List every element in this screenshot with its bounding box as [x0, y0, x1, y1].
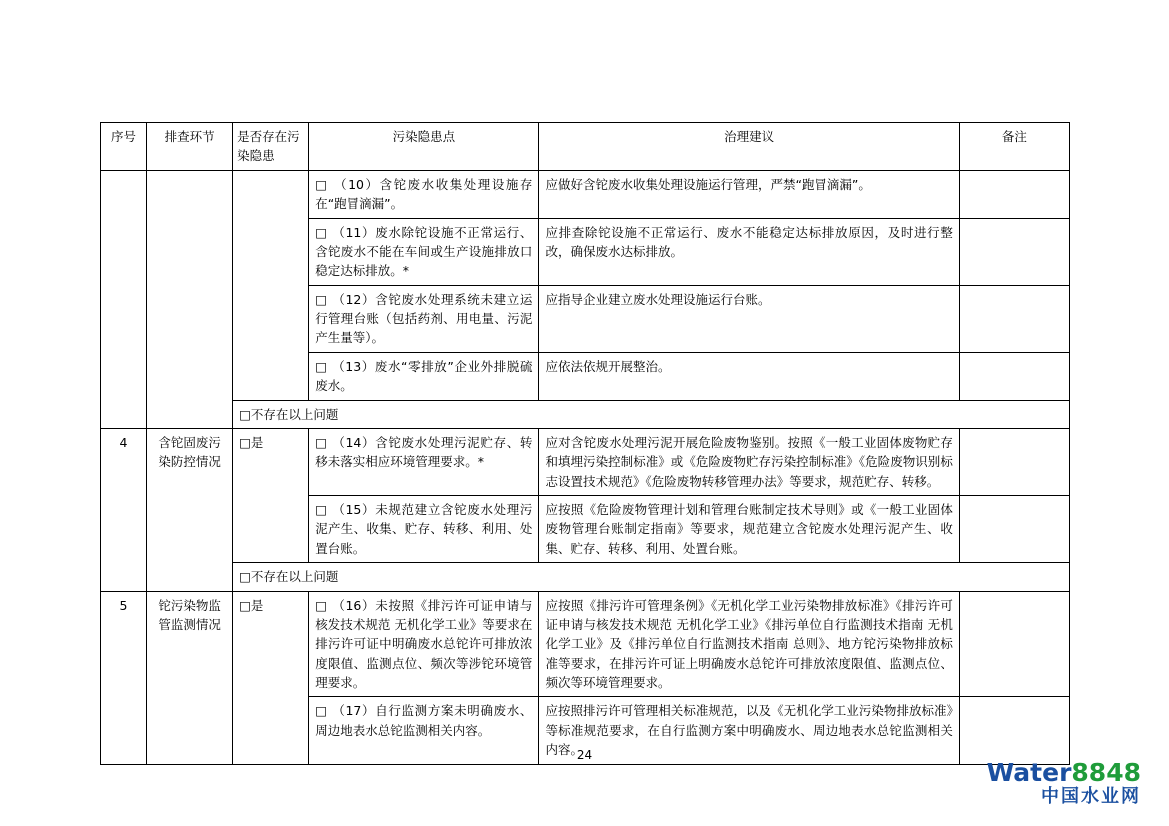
row-exist-continued: [233, 170, 309, 400]
risk-item[interactable]: □ （12）含铊废水处理系统未建立运行管理台账（包括药剂、用电量、污泥产生量等）。: [309, 285, 539, 352]
remark-cell: [959, 285, 1069, 352]
advice-item: 应按照《排污许可管理条例》《无机化学工业污染物排放标准》《排污许可证申请与核发技术规范 无机化学工业》《排污单位自行监测技术指南 无机化学工业》及《排污单位自行监测技术指南 总则》、地方铊污染物排放标准等要求，在排污许可证上明确废水总铊许可排放浓度限值、监测点位、频次等环境管理要求。: [539, 591, 959, 697]
inspection-table: [100, 122, 1070, 765]
advice-item: 应对含铊废水处理污泥开展危险废物鉴别。按照《一般工业固体废物贮存和填埋污染控制标准》或《危险废物贮存污染控制标准》《危险废物识别标志设置技术规范》《危险废物转移管理办法》等要求，规范贮存、转移。: [539, 428, 959, 495]
no-issue-checkbox[interactable]: □不存在以上问题: [233, 563, 1070, 591]
inspection-table-container: [100, 122, 1070, 765]
table-header-row: [101, 123, 1070, 171]
row-link-label: 铊污染物监管监测情况: [147, 591, 233, 764]
exist-checkbox[interactable]: □是: [233, 428, 309, 562]
row-number: 5: [101, 591, 147, 764]
table-row: [101, 170, 1070, 218]
row-link-continued: [147, 170, 233, 428]
no-issue-row: [101, 563, 1070, 591]
table-row: [101, 591, 1070, 697]
header-no: 序号: [101, 123, 147, 171]
header-exist: 是否存在污染隐患: [233, 123, 309, 171]
row-number-continued: [101, 170, 147, 428]
no-issue-row: [101, 400, 1070, 428]
risk-item[interactable]: □ （14）含铊废水处理污泥贮存、转移未落实相应环境管理要求。*: [309, 428, 539, 495]
no-issue-checkbox[interactable]: □不存在以上问题: [233, 400, 1070, 428]
remark-cell: [959, 352, 1069, 400]
advice-item: 应指导企业建立废水处理设施运行台账。: [539, 285, 959, 352]
risk-item[interactable]: □ （13）废水“零排放”企业外排脱硫废水。: [309, 352, 539, 400]
exist-checkbox[interactable]: □是: [233, 591, 309, 764]
remark-cell: [959, 496, 1069, 563]
table-row: [101, 428, 1070, 495]
advice-item: 应按照《危险废物管理计划和管理台账制定技术导则》或《一般工业固体废物管理台账制定指南》等要求，规范建立含铊废水处理污泥产生、收集、贮存、转移、利用、处置台账。: [539, 496, 959, 563]
advice-item: 应按照排污许可管理相关标准规范，以及《无机化学工业污染物排放标准》等标准规范要求，在自行监测方案中明确废水、周边地表水总铊监测相关内容。: [539, 697, 959, 764]
watermark-brand-water: Water: [986, 757, 1072, 787]
watermark-brand-number: 8848: [1071, 757, 1141, 787]
row-number: 4: [101, 428, 147, 591]
advice-item: 应排查除铊设施不正常运行、废水不能稳定达标排放原因，及时进行整改，确保废水达标排放。: [539, 218, 959, 285]
header-risk: 污染隐患点: [309, 123, 539, 171]
page-number: 24: [576, 748, 593, 762]
watermark: [987, 759, 1141, 808]
risk-item[interactable]: □ （11）废水除铊设施不正常运行、含铊废水不能在车间或生产设施排放口稳定达标排放。*: [309, 218, 539, 285]
header-advice: 治理建议: [539, 123, 959, 171]
risk-item[interactable]: □ （16）未按照《排污许可证申请与核发技术规范 无机化学工业》等要求在排污许可证中明确废水总铊许可排放浓度限值、监测点位、频次等涉铊环境管理要求。: [309, 591, 539, 697]
remark-cell: [959, 170, 1069, 218]
header-remark: 备注: [959, 123, 1069, 171]
risk-item[interactable]: □ （17）自行监测方案未明确废水、周边地表水总铊监测相关内容。: [309, 697, 539, 764]
remark-cell: [959, 218, 1069, 285]
advice-item: 应依法依规开展整治。: [539, 352, 959, 400]
remark-cell: [959, 591, 1069, 697]
watermark-chinese: 中国水业网: [1041, 786, 1141, 808]
advice-item: 应做好含铊废水收集处理设施运行管理，严禁“跑冒滴漏”。: [539, 170, 959, 218]
risk-item[interactable]: □ （15）未规范建立含铊废水处理污泥产生、收集、贮存、转移、利用、处置台账。: [309, 496, 539, 563]
row-link-label: 含铊固废污染防控情况: [147, 428, 233, 591]
risk-item[interactable]: □ （10）含铊废水收集处理设施存在“跑冒滴漏”。: [309, 170, 539, 218]
header-link: 排查环节: [147, 123, 233, 171]
remark-cell: [959, 428, 1069, 495]
